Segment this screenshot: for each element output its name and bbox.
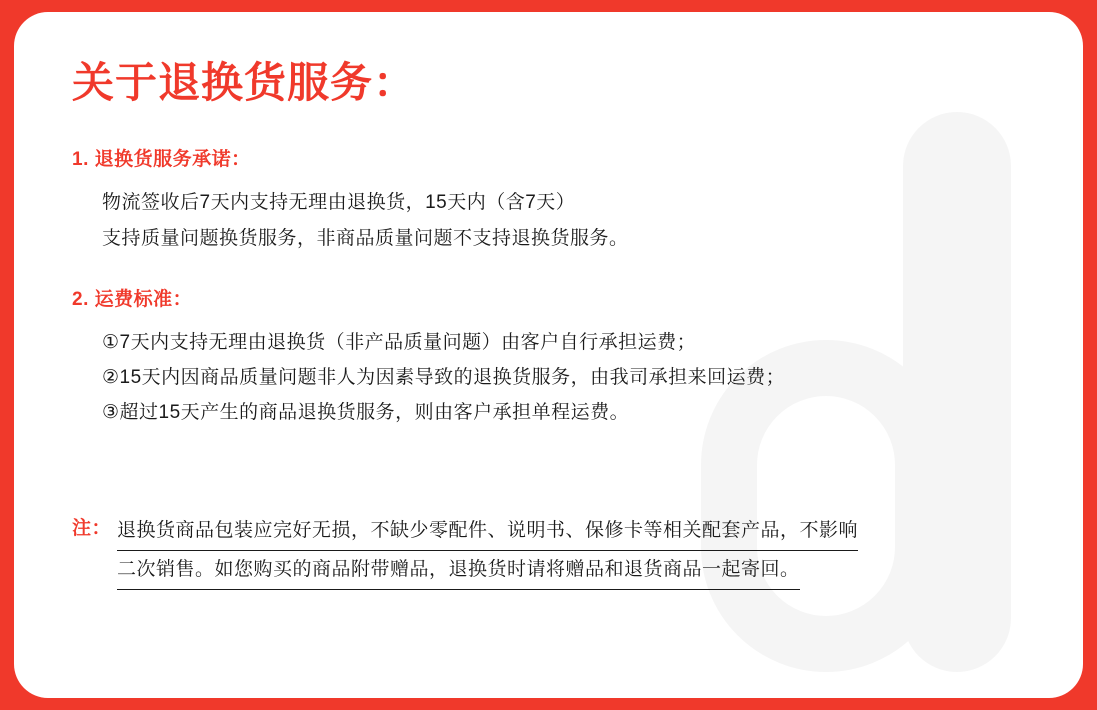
section-line: ①7天内支持无理由退换货（非产品质量问题）由客户自行承担运费；	[102, 331, 697, 353]
note-block	[72, 512, 1025, 590]
note-line: 二次销售。如您购买的商品附带赠品，退换货时请将赠品和退货商品一起寄回。	[117, 551, 800, 590]
document-content	[14, 12, 1083, 590]
note-body	[117, 512, 858, 590]
note-label: 注：	[72, 518, 112, 540]
section-line: ③超过15天产生的商品退换货服务，则由客户承担单程运费。	[102, 401, 630, 423]
section-heading: 1. 退换货服务承诺：	[72, 149, 251, 171]
section-line: ②15天内因商品质量问题非人为因素导致的退换货服务，由我司承担来回运费；	[102, 366, 786, 388]
section-heading: 2. 运费标准：	[72, 288, 193, 310]
section-line: 支持质量问题换货服务，非商品质量问题不支持退换货服务。	[102, 227, 629, 249]
section-return-policy-promise	[72, 144, 1025, 255]
section-shipping-fee-standard	[72, 284, 1025, 430]
page-title: 关于退换货服务：	[72, 59, 417, 106]
document-card	[14, 12, 1083, 698]
note-line: 退换货商品包装应完好无损，不缺少零配件、说明书、保修卡等相关配套产品，不影响	[117, 512, 858, 551]
section-line: 物流签收后7天内支持无理由退换货，15天内（含7天）	[102, 192, 576, 214]
section-spacer	[72, 458, 1025, 506]
